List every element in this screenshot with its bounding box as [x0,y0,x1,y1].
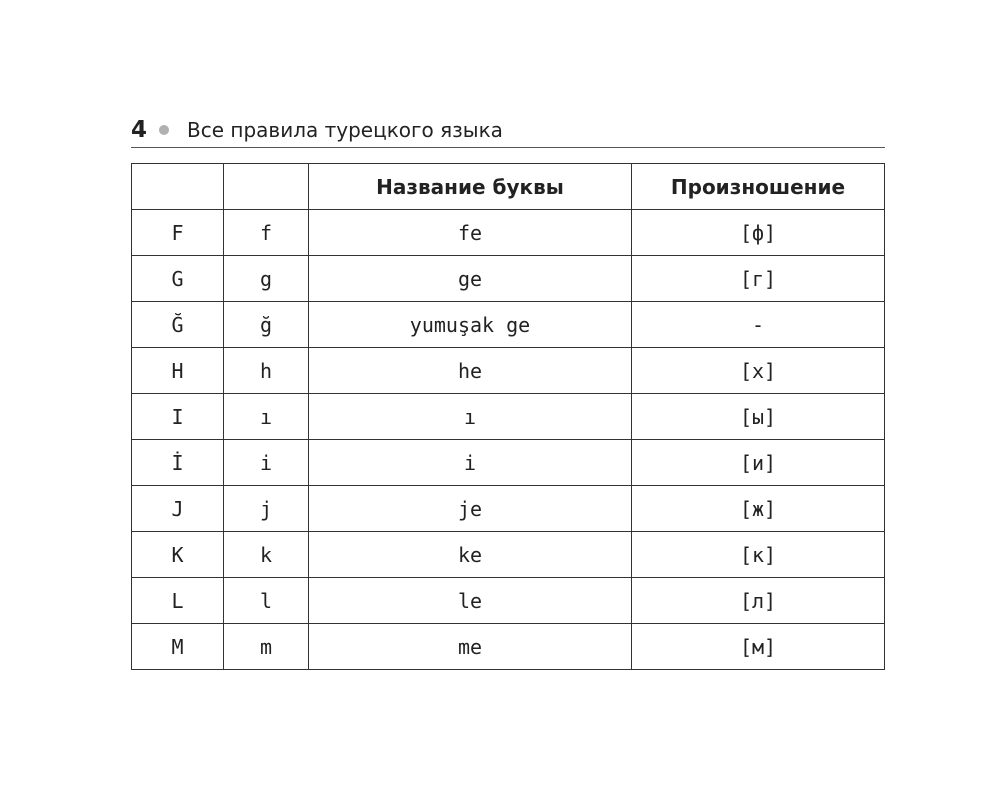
lowercase-cell: k [224,532,309,578]
table-header-row [132,164,885,210]
table-row [132,302,885,348]
letter-name-cell: ge [309,256,632,302]
alphabet-table [131,163,885,670]
lowercase-cell: ğ [224,302,309,348]
lowercase-cell: g [224,256,309,302]
uppercase-cell: K [132,532,224,578]
header-lowercase [224,164,309,210]
uppercase-cell: Ğ [132,302,224,348]
uppercase-cell: M [132,624,224,670]
pronunciation-cell: [и] [632,440,885,486]
letter-name-cell: i [309,440,632,486]
lowercase-cell: h [224,348,309,394]
table-row [132,256,885,302]
pronunciation-cell: [ж] [632,486,885,532]
letter-name-cell: he [309,348,632,394]
pronunciation-cell: [х] [632,348,885,394]
table-row [132,348,885,394]
running-title: Все правила турецкого языка [187,118,503,142]
letter-name-cell: yumuşak ge [309,302,632,348]
bullet-dot-icon [159,125,169,135]
letter-name-cell: me [309,624,632,670]
uppercase-cell: İ [132,440,224,486]
uppercase-cell: L [132,578,224,624]
letter-name-cell: fe [309,210,632,256]
header-uppercase [132,164,224,210]
uppercase-cell: H [132,348,224,394]
letter-name-cell: ı [309,394,632,440]
lowercase-cell: l [224,578,309,624]
table-row [132,578,885,624]
page-header [131,112,885,148]
table-row [132,394,885,440]
letter-name-cell: je [309,486,632,532]
pronunciation-cell: [г] [632,256,885,302]
pronunciation-cell: [ф] [632,210,885,256]
table-row [132,624,885,670]
lowercase-cell: i [224,440,309,486]
pronunciation-cell: [к] [632,532,885,578]
pronunciation-cell: [л] [632,578,885,624]
lowercase-cell: j [224,486,309,532]
uppercase-cell: J [132,486,224,532]
lowercase-cell: ı [224,394,309,440]
pronunciation-cell: [ы] [632,394,885,440]
letter-name-cell: ke [309,532,632,578]
pronunciation-cell: [м] [632,624,885,670]
uppercase-cell: G [132,256,224,302]
page-number: 4 [131,117,148,143]
letter-name-cell: le [309,578,632,624]
uppercase-cell: I [132,394,224,440]
pronunciation-cell: - [632,302,885,348]
table-row [132,486,885,532]
header-rule [131,147,885,148]
uppercase-cell: F [132,210,224,256]
header-letter-name: Название буквы [309,164,632,210]
table-row [132,210,885,256]
lowercase-cell: m [224,624,309,670]
table-row [132,440,885,486]
lowercase-cell: f [224,210,309,256]
header-pronunciation: Произношение [632,164,885,210]
table-row [132,532,885,578]
